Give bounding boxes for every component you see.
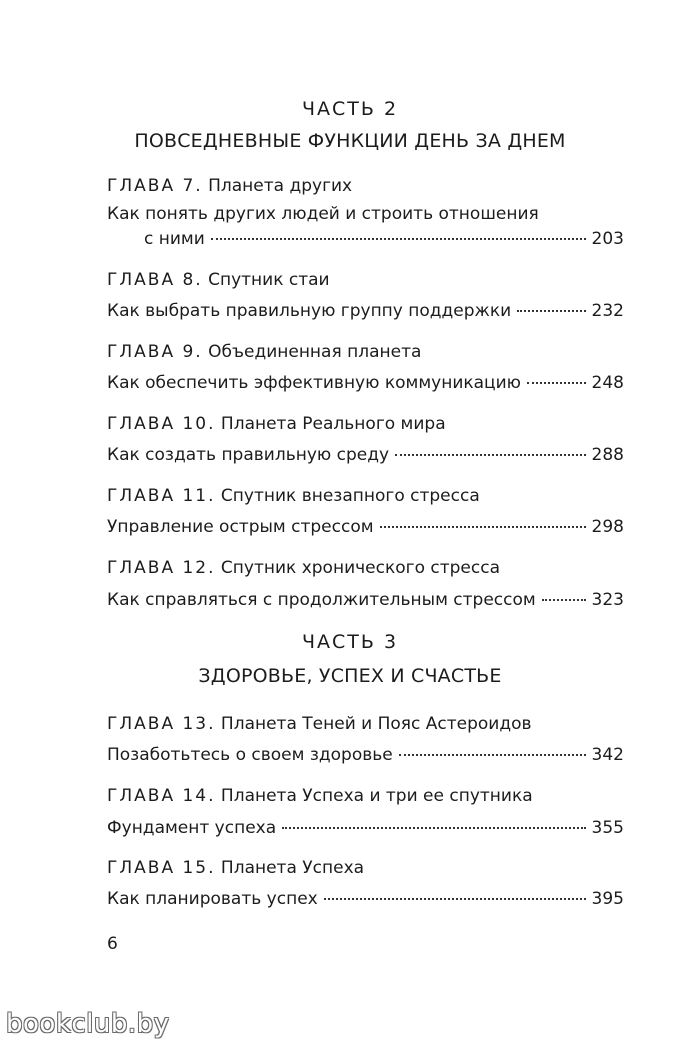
part-3-subtitle: ЗДОРОВЬЕ, УСПЕХ И СЧАСТЬЕ bbox=[198, 665, 502, 687]
entry-title: Управление острым стрессом bbox=[107, 517, 374, 537]
dot-leader bbox=[399, 754, 586, 756]
chapter-name: Планета других bbox=[208, 176, 353, 196]
chapter-9-entry[interactable] bbox=[107, 372, 624, 396]
chapter-11-entry[interactable] bbox=[107, 516, 624, 540]
dot-leader bbox=[395, 454, 586, 456]
chapter-15-heading bbox=[107, 857, 627, 879]
dot-leader bbox=[527, 382, 586, 384]
page-number: 342 bbox=[591, 745, 624, 765]
dot-leader bbox=[282, 827, 585, 829]
entry-title: Как выбрать правильную группу поддержки bbox=[107, 301, 512, 321]
entry-title: Как справляться с продолжительным стрессом bbox=[107, 590, 536, 610]
page-number: 395 bbox=[591, 889, 624, 909]
chapter-name: Планета Реального мира bbox=[220, 414, 446, 434]
dot-leader bbox=[542, 599, 586, 601]
chapter-14-heading bbox=[107, 785, 627, 807]
chapter-11-heading bbox=[107, 485, 627, 507]
chapter-name: Объединенная планета bbox=[208, 342, 422, 362]
chapter-10-entry[interactable] bbox=[107, 444, 624, 468]
chapter-label: ГЛАВА 13. bbox=[107, 714, 216, 734]
part-3-title: ЧАСТЬ 3 bbox=[301, 631, 399, 653]
dot-leader bbox=[380, 526, 586, 528]
chapter-label: ГЛАВА 10. bbox=[107, 414, 216, 434]
entry-title: Позаботьтесь о своем здоровье bbox=[107, 745, 393, 765]
page-number: 298 bbox=[591, 517, 624, 537]
dot-leader bbox=[324, 898, 586, 900]
entry-title: с ними bbox=[144, 229, 205, 249]
chapter-10-heading bbox=[107, 413, 627, 435]
page-number: 323 bbox=[591, 590, 624, 610]
chapter-13-entry[interactable] bbox=[107, 744, 624, 768]
chapter-8-entry[interactable] bbox=[107, 300, 624, 324]
chapter-7-entry-line1: Как понять других людей и строить отношения bbox=[107, 204, 539, 224]
chapter-name: Спутник хронического стресса bbox=[220, 558, 500, 578]
folio-page-number: 6 bbox=[107, 934, 118, 954]
chapter-name: Планета Теней и Пояс Астероидов bbox=[220, 714, 532, 734]
chapter-label: ГЛАВА 12. bbox=[107, 558, 216, 578]
chapter-label: ГЛАВА 9. bbox=[107, 342, 203, 362]
chapter-12-heading bbox=[107, 557, 627, 579]
chapter-label: ГЛАВА 15. bbox=[107, 858, 216, 878]
chapter-name: Спутник внезапного стресса bbox=[220, 486, 480, 506]
page-number: 203 bbox=[591, 229, 624, 249]
chapter-7-entry[interactable] bbox=[144, 228, 624, 252]
entry-title: Как обеспечить эффективную коммуникацию bbox=[107, 373, 521, 393]
page-number: 232 bbox=[591, 301, 624, 321]
chapter-8-heading bbox=[107, 269, 627, 291]
watermark-logo: bookclub.by bbox=[6, 1009, 170, 1039]
chapter-name: Планета Успеха bbox=[220, 858, 365, 878]
chapter-13-heading bbox=[107, 713, 627, 735]
chapter-label: ГЛАВА 14. bbox=[107, 786, 216, 806]
chapter-12-entry[interactable] bbox=[107, 589, 624, 613]
dot-leader bbox=[211, 238, 586, 240]
chapter-7-heading bbox=[107, 175, 627, 197]
entry-title: Как создать правильную среду bbox=[107, 445, 390, 465]
part-2-subtitle: ПОВСЕДНЕВНЫЕ ФУНКЦИИ ДЕНЬ ЗА ДНЕМ bbox=[134, 130, 566, 152]
chapter-label: ГЛАВА 8. bbox=[107, 270, 203, 290]
page-number: 355 bbox=[591, 818, 624, 838]
chapter-name: Спутник стаи bbox=[208, 270, 330, 290]
entry-title: Как планировать успех bbox=[107, 889, 318, 909]
chapter-label: ГЛАВА 7. bbox=[107, 176, 203, 196]
part-2-title: ЧАСТЬ 2 bbox=[301, 98, 399, 120]
chapter-14-entry[interactable] bbox=[107, 817, 624, 841]
entry-title: Фундамент успеха bbox=[107, 818, 277, 838]
chapter-9-heading bbox=[107, 341, 627, 363]
page-number: 248 bbox=[591, 373, 624, 393]
page-number: 288 bbox=[591, 445, 624, 465]
chapter-15-entry[interactable] bbox=[107, 888, 624, 912]
dot-leader bbox=[517, 310, 585, 312]
chapter-label: ГЛАВА 11. bbox=[107, 486, 216, 506]
chapter-name: Планета Успеха и три ее спутника bbox=[220, 786, 533, 806]
